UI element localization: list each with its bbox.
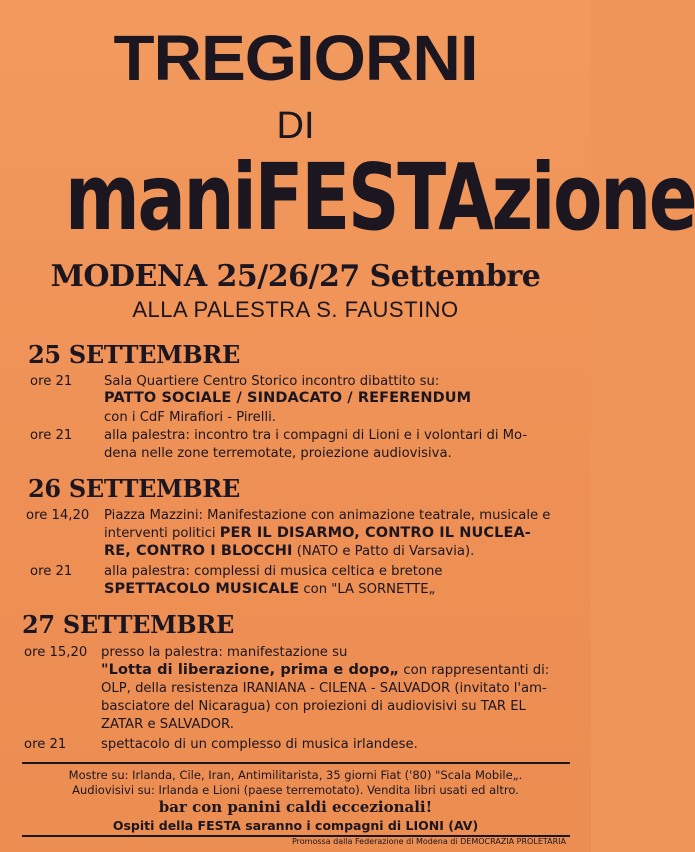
city-dates: MODENA 25/26/27 Settembre [50,259,541,294]
event-text: OLP, della resistenza IRANIANA - CILENA - SALVADOR (invitato l'am- [101,681,547,696]
event-text: alla palestra: complessi di musica celtica e bretone [104,564,443,579]
event-text: ZATAR e SALVADOR. [101,717,234,732]
event-text-line [104,524,531,543]
day-heading-25: 25 SETTEMBRE [28,340,241,369]
event-text-line [104,580,435,599]
event-time: ore 21 [30,374,73,389]
event-highlight: "Lotta di liberazione, prima e dopo„ [101,662,400,678]
event-text: dena nelle zone terremotate, proiezione audiovisiva. [104,446,452,461]
event-text: spettacolo di un complesso di musica irlandese. [101,737,418,752]
event-text: Piazza Mazzini: Manifestazione con animazione teatrale, musicale e [104,508,551,523]
day-heading-27: 27 SETTEMBRE [22,610,235,639]
event-text: alla palestra: incontro tra i compagni di Lioni e i volontari di Mo- [104,428,528,443]
poster-title: TREGIORNI [113,22,478,94]
footer-guests: Ospiti della FESTA saranno i compagni di LIONI (AV) [112,818,479,833]
event-highlight: PER IL DISARMO, CONTRO IL NUCLEA- [219,525,531,541]
divider [22,762,570,764]
event-time: ore 15,20 [24,645,88,660]
event-text: con i CdF Mirafiori - Pirelli. [104,410,276,425]
event-text-line [101,661,549,680]
event-highlight: PATTO SOCIALE / SINDACATO / REFERENDUM [104,390,472,406]
footer-audiovisual: Audiovisivi su: Irlanda e Lioni (paese terremotato). Vendita libri usati ed altro. [72,783,519,797]
event-text: con "LA SORNETTE„ [303,582,436,597]
footer-exhibits: Mostre su: Irlanda, Cile, Iran, Antimilitarista, 35 giorni Fiat ('80) "Scala Mobile„. [68,768,523,782]
event-highlight: RE, CONTRO I BLOCCHI [104,543,293,559]
event-text: (NATO e Patto di Varsavia). [296,544,475,559]
event-text: presso la palestra: manifestazione su [101,645,348,660]
day-heading-26: 26 SETTEMBRE [28,474,241,503]
footer-promoter: Promossa dalla Federazione di Modena di DEMOCRAZIA PROLETARIA [291,837,566,846]
event-time: ore 21 [30,564,73,579]
event-text: con rappresentanti di: [403,663,550,678]
event-time: ore 14,20 [26,508,90,523]
event-text: interventi politici [104,526,216,541]
poster-title-connector: DI [276,105,315,147]
poster-title-main: maniFESTAzione [65,144,695,251]
event-text: Sala Quartiere Centro Storico incontro dibattito su: [104,374,440,389]
event-highlight: SPETTACOLO MUSICALE [104,581,300,597]
event-text: basciatore del Nicaragua) con proiezioni di audiovisivi su TAR EL [101,699,526,714]
event-time: ore 21 [24,737,67,752]
event-time: ore 21 [30,428,73,443]
venue: ALLA PALESTRA S. FAUSTINO [132,297,459,322]
event-text-line [104,542,474,561]
footer-bar: bar con panini caldi eccezionali! [158,798,433,816]
